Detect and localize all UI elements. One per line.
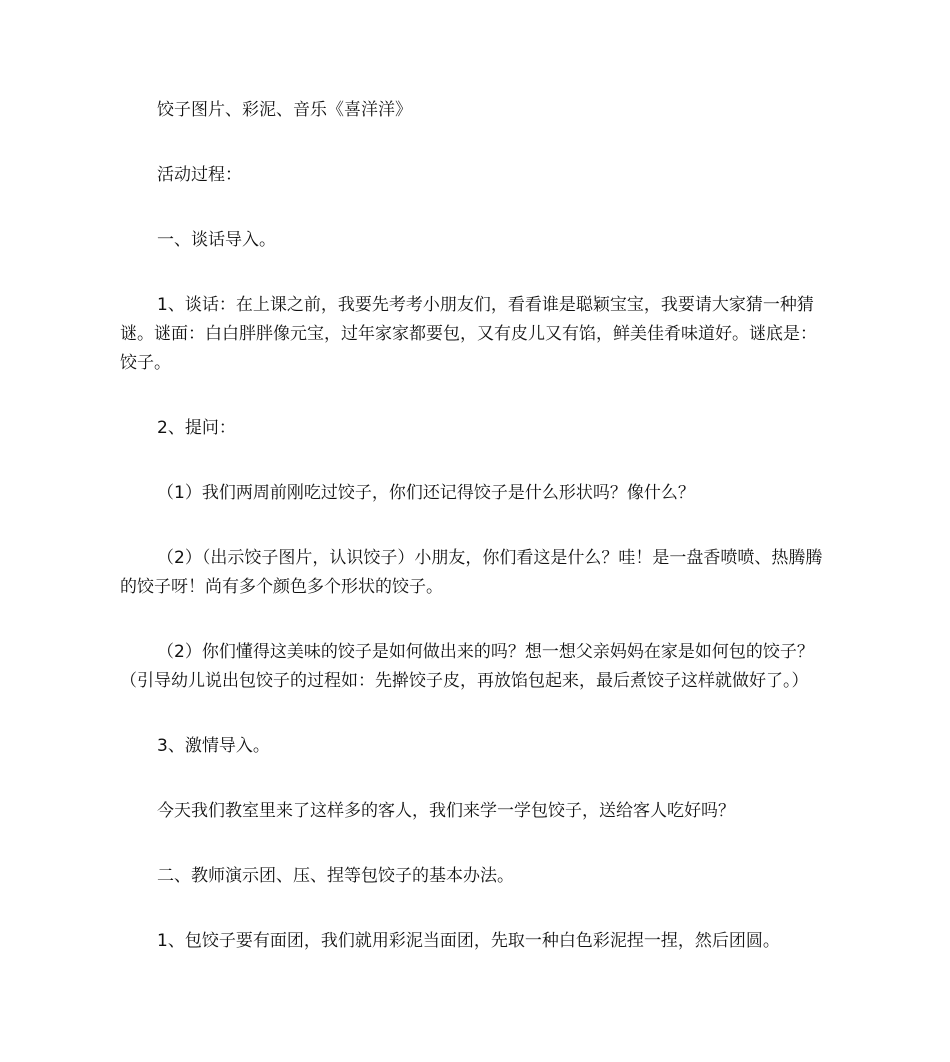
materials-line: 饺子图片、彩泥、音乐《喜洋洋》 bbox=[157, 100, 412, 120]
paragraph-gap bbox=[120, 696, 832, 732]
dough-paragraph: 1、包饺子要有面团，我们就用彩泥当面团，先取一种白色彩泥捏一捏，然后团圆。 bbox=[157, 931, 780, 951]
passion-intro-heading: 3、激情导入。 bbox=[157, 736, 270, 756]
question-2: （2）（出示饺子图片，认识饺子）小朋友，你们看这是什么？哇！是一盘香喷喷、热腾腾的饺子呀！尚有多个颜色多个形状的饺子。 bbox=[120, 548, 823, 597]
paragraph-gap bbox=[120, 508, 832, 544]
conversation-paragraph: 1、谈话：在上课之前，我要先考考小朋友们，看看谁是聪颖宝宝，我要请大家猜一种猜谜。谜面：白白胖胖像元宝，过年家家都要包，又有皮儿又有馅，鲜美佳肴味道好。谜底是：饺子。 bbox=[120, 295, 817, 373]
paragraph-gap bbox=[120, 190, 832, 226]
document-body bbox=[120, 96, 832, 956]
section-one-heading: 一、谈话导入。 bbox=[157, 230, 276, 250]
paragraph-gap bbox=[120, 255, 832, 291]
question-1: （1）我们两周前刚吃过饺子，你们还记得饺子是什么形状吗？像什么？ bbox=[157, 483, 695, 503]
paragraph-gap bbox=[120, 761, 832, 797]
activity-process-heading: 活动过程： bbox=[157, 165, 242, 185]
paragraph-gap bbox=[120, 443, 832, 479]
guests-paragraph: 今天我们教室里来了这样多的客人，我们来学一学包饺子，送给客人吃好吗？ bbox=[157, 801, 735, 821]
paragraph-gap bbox=[120, 125, 832, 161]
paragraph-gap bbox=[120, 378, 832, 414]
question-heading: 2、提问： bbox=[157, 418, 236, 438]
section-two-heading: 二、教师演示团、压、捏等包饺子的基本办法。 bbox=[157, 866, 514, 886]
question-3: （2）你们懂得这美味的饺子是如何做出来的吗？想一想父亲妈妈在家是如何包的饺子？（引导幼儿说出包饺子的过程如：先擀饺子皮，再放馅包起来，最后煮饺子这样就做好了。） bbox=[120, 642, 814, 691]
paragraph-gap bbox=[120, 891, 832, 927]
paragraph-gap bbox=[120, 602, 832, 638]
paragraph-gap bbox=[120, 826, 832, 862]
